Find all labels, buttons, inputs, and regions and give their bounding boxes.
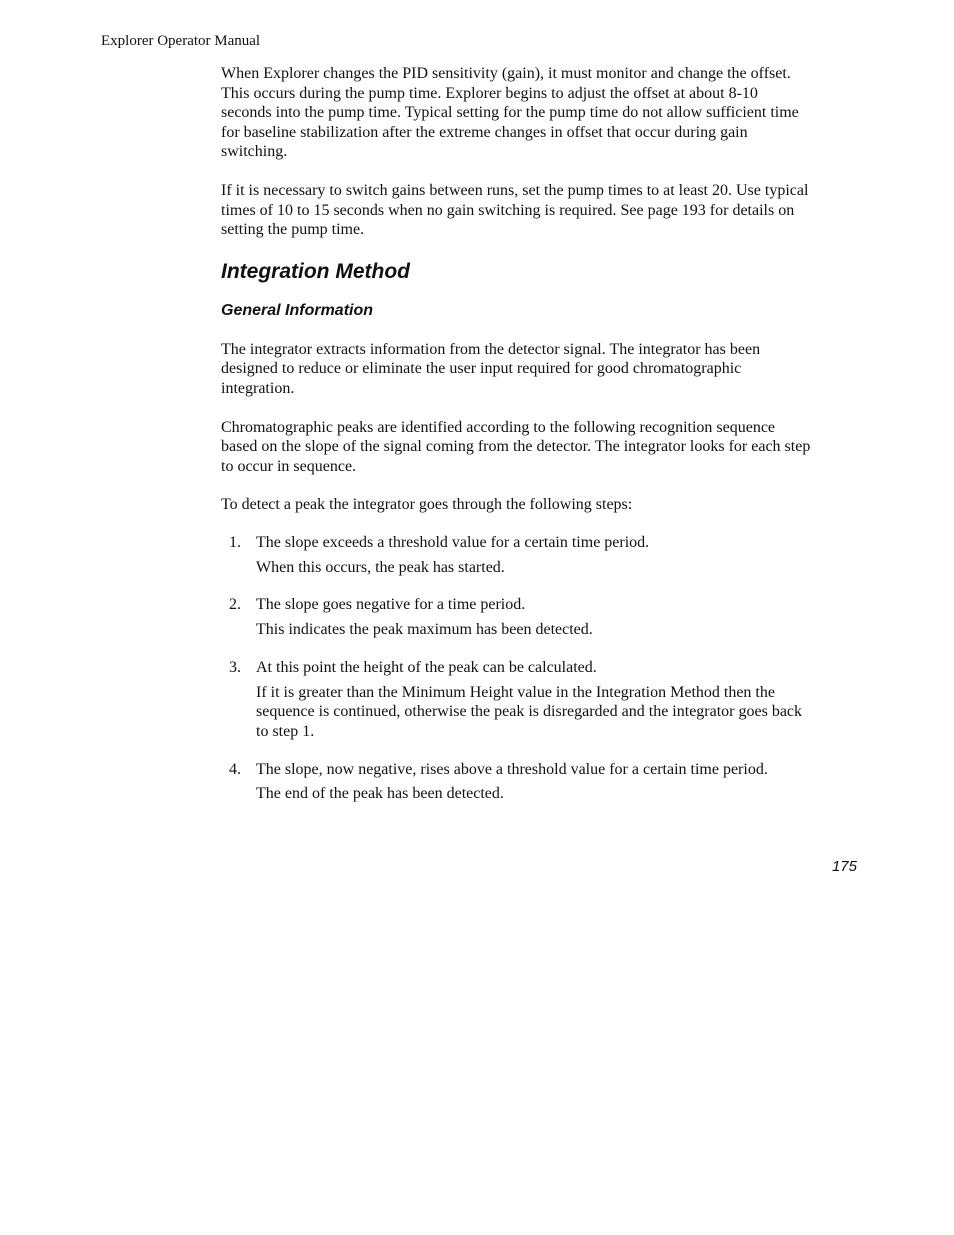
step-note: If it is greater than the Minimum Height value in the Integration Method then the sequence is continued, otherwise the peak is disregarded and the integrator goes back to step 1. [256, 683, 803, 741]
step-text: The slope exceeds a threshold value for a certain time period. [256, 533, 650, 551]
step-number: 4. [229, 760, 241, 778]
step-text: At this point the height of the peak can be calculated. [256, 659, 597, 677]
step-number: 1. [229, 533, 241, 551]
page-number: 175 [831, 858, 857, 875]
page-content [221, 64, 811, 804]
step-item [221, 595, 811, 639]
step-number: 3. [229, 659, 241, 677]
step-item [221, 760, 811, 804]
steps-intro: To detect a peak the integrator goes through the following steps: [221, 496, 633, 514]
body-paragraph: The integrator extracts information from the detector signal. The integrator has been designed to reduce or eliminate the user input required for good chromatographic integration. [221, 340, 761, 397]
step-item [221, 533, 811, 577]
steps-list [221, 533, 811, 804]
intro-paragraph: When Explorer changes the PID sensitivity (gain), it must monitor and change the offset. This occurs during the pump time. Explorer begins to adjust the offset at about 8-10 seconds into the pump time. Typical setting for the pump time do not allow sufficient time for baseline stabilization after the extreme changes in offset that occur during gain switching. [221, 65, 799, 161]
step-text: The slope goes negative for a time period. [256, 596, 526, 614]
intro-paragraph: If it is necessary to switch gains between runs, set the pump times to at least 20. Use typical times of 10 to 15 seconds when no gain switching is required. See page 193 for details on setting the pump time. [221, 181, 809, 239]
step-text: The slope, now negative, rises above a threshold value for a certain time period. [256, 760, 768, 778]
running-header: Explorer Operator Manual [101, 33, 261, 49]
step-note: When this occurs, the peak has started. [256, 558, 505, 576]
subsection-heading: General Information [221, 301, 374, 319]
step-item [221, 658, 811, 741]
step-number: 2. [229, 596, 241, 614]
step-note: The end of the peak has been detected. [256, 785, 504, 803]
body-paragraph: Chromatographic peaks are identified according to the following recognition sequence based on the slope of the signal coming from the detector. The integrator looks for each step to occur in sequence. [221, 418, 811, 475]
section-heading: Integration Method [221, 259, 410, 283]
step-note: This indicates the peak maximum has been detected. [256, 620, 593, 638]
